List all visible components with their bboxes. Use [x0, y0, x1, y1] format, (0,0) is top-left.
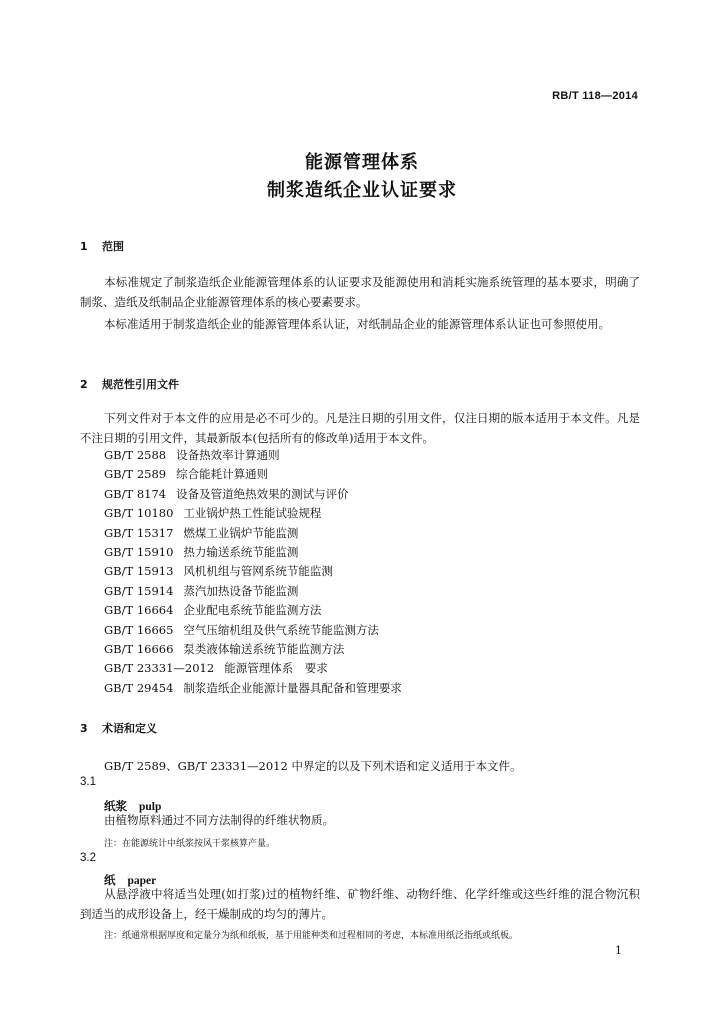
reference-item: GB/T 8174 设备及管道绝热效果的测试与评价	[104, 486, 349, 501]
reference-item: GB/T 15910 热力输送系统节能监测	[104, 545, 299, 560]
title-line-2: 制浆造纸企业认证要求	[267, 180, 457, 201]
references-intro: 下列文件对于本文件的应用是必不可少的。凡是注日期的引用文件，仅注日期的版本适用于本文件。凡是不注日期的引用文件，其最新版本(包括所有的修改单)适用于本文件。	[80, 411, 640, 445]
section-title: 规范性引用文件	[102, 378, 179, 391]
title-line-1: 能源管理体系	[305, 152, 419, 173]
section-number: 3	[80, 722, 88, 735]
term-pulp: 纸浆 pulp	[104, 799, 162, 813]
reference-item: GB/T 2589 综合能耗计算通则	[104, 467, 269, 482]
section-number: 2	[80, 378, 88, 391]
reference-item: GB/T 15317 燃煤工业锅炉节能监测	[104, 525, 299, 540]
section-number: 1	[80, 240, 88, 253]
reference-item: GB/T 16665 空气压缩机组及供气系统节能监测方法	[104, 622, 379, 637]
term-pulp-definition: 由植物原料通过不同方法制得的纤维状物质。	[104, 813, 334, 827]
page-number: 1	[615, 944, 622, 957]
terms-intro: GB/T 2589、GB/T 23331—2012 中界定的以及下列术语和定义适用于本文件。	[104, 759, 522, 773]
reference-item: GB/T 10180 工业锅炉热工性能试验规程	[104, 506, 322, 521]
term-pulp-note: 注：在能源统计中纸浆按风干浆核算产量。	[104, 839, 276, 849]
section-1-heading	[80, 238, 124, 254]
scope-paragraph-2: 本标准适用于制浆造纸企业的能源管理体系认证，对纸制品企业的能源管理体系认证也可参照使用。	[104, 317, 610, 331]
reference-item: GB/T 15913 风机机组与管网系统节能监测	[104, 564, 333, 579]
clause-3-1: 3.1	[80, 776, 96, 788]
reference-item: GB/T 15914 蒸汽加热设备节能监测	[104, 583, 299, 598]
section-title: 范围	[102, 240, 124, 253]
reference-item: GB/T 23331—2012 能源管理体系 要求	[104, 661, 328, 676]
standard-code: RB/T 118—2014	[552, 90, 638, 102]
reference-item: GB/T 29454 制浆造纸企业能源计量器具配备和管理要求	[104, 680, 402, 695]
term-paper: 纸 paper	[104, 873, 157, 887]
reference-list	[104, 446, 402, 698]
clause-3-2: 3.2	[80, 852, 96, 864]
section-title: 术语和定义	[102, 722, 157, 735]
reference-item: GB/T 16666 泵类液体输送系统节能监测方法	[104, 642, 345, 657]
reference-item: GB/T 2588 设备热效率计算通则	[104, 448, 280, 462]
term-paper-definition: 从悬浮液中将适当处理(如打浆)过的植物纤维、矿物纤维、动物纤维、化学纤维或这些纤维的混合物沉积到适当的成形设备上，经干燥制成的均匀的薄片。	[80, 887, 640, 921]
scope-paragraph-1: 本标准规定了制浆造纸企业能源管理体系的认证要求及能源使用和消耗实施系统管理的基本要求，明确了制浆、造纸及纸制品企业能源管理体系的核心要素要求。	[80, 275, 640, 309]
section-2-heading	[80, 376, 179, 392]
section-3-heading	[80, 720, 157, 736]
reference-item: GB/T 16664 企业配电系统节能监测方法	[104, 603, 322, 618]
term-paper-note: 注：纸通常根据厚度和定量分为纸和纸板，基于用能种类和过程相同的考虑，本标准用纸泛指纸或纸板。	[104, 931, 519, 941]
